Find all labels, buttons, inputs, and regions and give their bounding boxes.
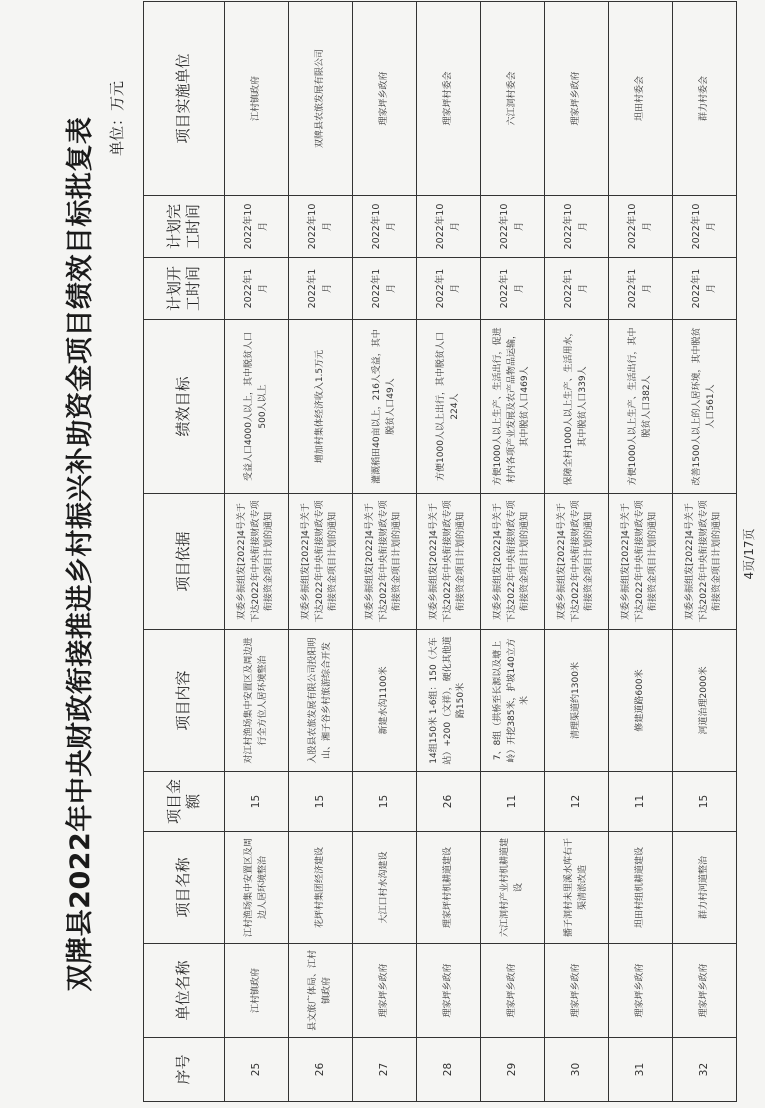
table-row <box>417 2 481 1102</box>
content-cell: 14组150米 1-6组：150（大车站）+200（文祥），硬化其他道路150米 <box>417 630 481 772</box>
target-cell: 受益人口4000人以上，其中脱贫人口500人以上 <box>225 320 289 494</box>
table-row <box>545 2 609 1102</box>
table-row <box>481 2 545 1102</box>
unit-name-cell: 理家坪乡政府 <box>545 944 609 1038</box>
target-cell: 保障全村1000人以上生产、生活用水，其中脱贫人口339人 <box>545 320 609 494</box>
target-cell: 改善1500人以上的人居环境，其中脱贫人口561人 <box>673 320 737 494</box>
row-number: 31 <box>609 1038 673 1102</box>
header-cell: 序号 <box>144 1038 225 1102</box>
amount-cell: 26 <box>417 772 481 832</box>
end-cell: 2022年10月 <box>673 196 737 258</box>
start-cell: 2022年1月 <box>225 258 289 320</box>
header-cell: 计划开工时间 <box>144 258 225 320</box>
row-number: 25 <box>225 1038 289 1102</box>
project-name-cell: 花坪村集团经济建设 <box>289 832 353 944</box>
implementer-cell: 坦田村委会 <box>609 2 673 196</box>
project-name-cell: 大江口村水沟建设 <box>353 832 417 944</box>
unit-name-cell: 理家坪乡政府 <box>481 944 545 1038</box>
header-cell: 绩效目标 <box>144 320 225 494</box>
basis-cell: 双委乡振组发[2022]4号关于下达2022年中央衔接财政专项衔接资金项目计划的通知 <box>417 494 481 630</box>
target-cell: 方便1000人以上生产、生活出行，促进村内各项产业发展及农产品物品运输，其中脱贫人口469人 <box>481 320 545 494</box>
unit-name-cell: 理家坪乡政府 <box>673 944 737 1038</box>
start-cell: 2022年1月 <box>289 258 353 320</box>
content-cell: 河道治理2000米 <box>673 630 737 772</box>
row-number: 29 <box>481 1038 545 1102</box>
basis-cell: 双委乡振组发[2022]4号关于下达2022年中央衔接财政专项衔接资金项目计划的通知 <box>289 494 353 630</box>
header-cell: 项目金额 <box>144 772 225 832</box>
implementer-cell: 双牌县农旅发展有限公司 <box>289 2 353 196</box>
basis-cell: 双委乡振组发[2022]4号关于下达2022年中央衔接财政专项衔接资金项目计划的通知 <box>673 494 737 630</box>
content-cell: 入股县农旅发展有限公司投阳明山、湘子谷乡村旅游综合开发 <box>289 630 353 772</box>
target-cell: 增加村集体经济收入1.5万元 <box>289 320 353 494</box>
table-row <box>225 2 289 1102</box>
content-cell: 对江村渔场集中安置区及周边进行全方位人居环境整治 <box>225 630 289 772</box>
basis-cell: 双委乡振组发[2022]4号关于下达2022年中央衔接财政专项衔接资金项目计划的通知 <box>225 494 289 630</box>
unit-name-cell: 理家坪乡政府 <box>417 944 481 1038</box>
end-cell: 2022年10月 <box>289 196 353 258</box>
project-name-cell: 理家坪村机耕道建设 <box>417 832 481 944</box>
end-cell: 2022年10月 <box>225 196 289 258</box>
end-cell: 2022年10月 <box>609 196 673 258</box>
basis-cell: 双委乡振组发[2022]4号关于下达2022年中央衔接财政专项衔接资金项目计划的通知 <box>545 494 609 630</box>
header-cell: 项目内容 <box>144 630 225 772</box>
project-name-cell: 播子洞村未里溪水库右干渠清淤改造 <box>545 832 609 944</box>
amount-cell: 15 <box>673 772 737 832</box>
implementer-cell: 群力村委会 <box>673 2 737 196</box>
header-cell: 单位名称 <box>144 944 225 1038</box>
implementer-cell: 江村镇政府 <box>225 2 289 196</box>
amount-cell: 12 <box>545 772 609 832</box>
target-cell: 灌溉稻田40亩以上，216人受益，其中脱贫人口49人 <box>353 320 417 494</box>
row-number: 32 <box>673 1038 737 1102</box>
content-cell: 新建水沟1100米 <box>353 630 417 772</box>
start-cell: 2022年1月 <box>545 258 609 320</box>
end-cell: 2022年10月 <box>417 196 481 258</box>
unit-name-cell: 县文旅广体局、江村镇政府 <box>289 944 353 1038</box>
implementer-cell: 理家坪乡政府 <box>545 2 609 196</box>
start-cell: 2022年1月 <box>353 258 417 320</box>
target-cell: 方便1000人以上生产、生活出行，其中脱贫人口382人 <box>609 320 673 494</box>
basis-cell: 双委乡振组发[2022]4号关于下达2022年中央衔接财政专项衔接资金项目计划的通知 <box>353 494 417 630</box>
table-row <box>353 2 417 1102</box>
target-cell: 方便1000人以上出行，其中脱贫人口224人 <box>417 320 481 494</box>
unit-name-cell: 江村镇政府 <box>225 944 289 1038</box>
basis-cell: 双委乡振组发[2022]4号关于下达2022年中央衔接财政专项衔接资金项目计划的通知 <box>609 494 673 630</box>
amount-cell: 11 <box>609 772 673 832</box>
table-row <box>609 2 673 1102</box>
content-cell: 7、8组（拱桥至长源以及塘上岭）开挖385米，护坡140立方米 <box>481 630 545 772</box>
unit-name-cell: 理家坪乡政府 <box>353 944 417 1038</box>
document-title: 双牌县2022年中央财政衔接推进乡村振兴补助资金项目绩效目标批复表 <box>65 116 96 992</box>
unit-name-cell: 理家坪乡政府 <box>609 944 673 1038</box>
header-cell: 项目实施单位 <box>144 2 225 196</box>
unit-label: 单位：万元 <box>108 80 126 156</box>
end-cell: 2022年10月 <box>481 196 545 258</box>
start-cell: 2022年1月 <box>417 258 481 320</box>
start-cell: 2022年1月 <box>673 258 737 320</box>
amount-cell: 11 <box>481 772 545 832</box>
content-cell: 修建道路600米 <box>609 630 673 772</box>
amount-cell: 15 <box>225 772 289 832</box>
header-cell: 项目名称 <box>144 832 225 944</box>
start-cell: 2022年1月 <box>481 258 545 320</box>
table-row <box>673 2 737 1102</box>
row-number: 28 <box>417 1038 481 1102</box>
project-table <box>143 1 737 1102</box>
implementer-cell: 理家坪乡政府 <box>353 2 417 196</box>
row-number: 26 <box>289 1038 353 1102</box>
header-row <box>144 2 225 1102</box>
content-cell: 清理渠道约1300米 <box>545 630 609 772</box>
page-number: 4页/17页 <box>742 528 756 580</box>
implementer-cell: 理家坪村委会 <box>417 2 481 196</box>
table-body <box>225 2 737 1102</box>
header-cell: 项目依据 <box>144 494 225 630</box>
header-cell: 计划完工时间 <box>144 196 225 258</box>
table-row <box>289 2 353 1102</box>
project-name-cell: 群力村河道整治 <box>673 832 737 944</box>
basis-cell: 双委乡振组发[2022]4号关于下达2022年中央衔接财政专项衔接资金项目计划的通知 <box>481 494 545 630</box>
row-number: 27 <box>353 1038 417 1102</box>
end-cell: 2022年10月 <box>353 196 417 258</box>
amount-cell: 15 <box>289 772 353 832</box>
amount-cell: 15 <box>353 772 417 832</box>
project-name-cell: 六江洞村产业村机耕道建设 <box>481 832 545 944</box>
project-name-cell: 坦田村组机耕道建设 <box>609 832 673 944</box>
row-number: 30 <box>545 1038 609 1102</box>
project-name-cell: 江村渔场集中安置区及周边人居环境整治 <box>225 832 289 944</box>
implementer-cell: 六江洞村委会 <box>481 2 545 196</box>
start-cell: 2022年1月 <box>609 258 673 320</box>
end-cell: 2022年10月 <box>545 196 609 258</box>
